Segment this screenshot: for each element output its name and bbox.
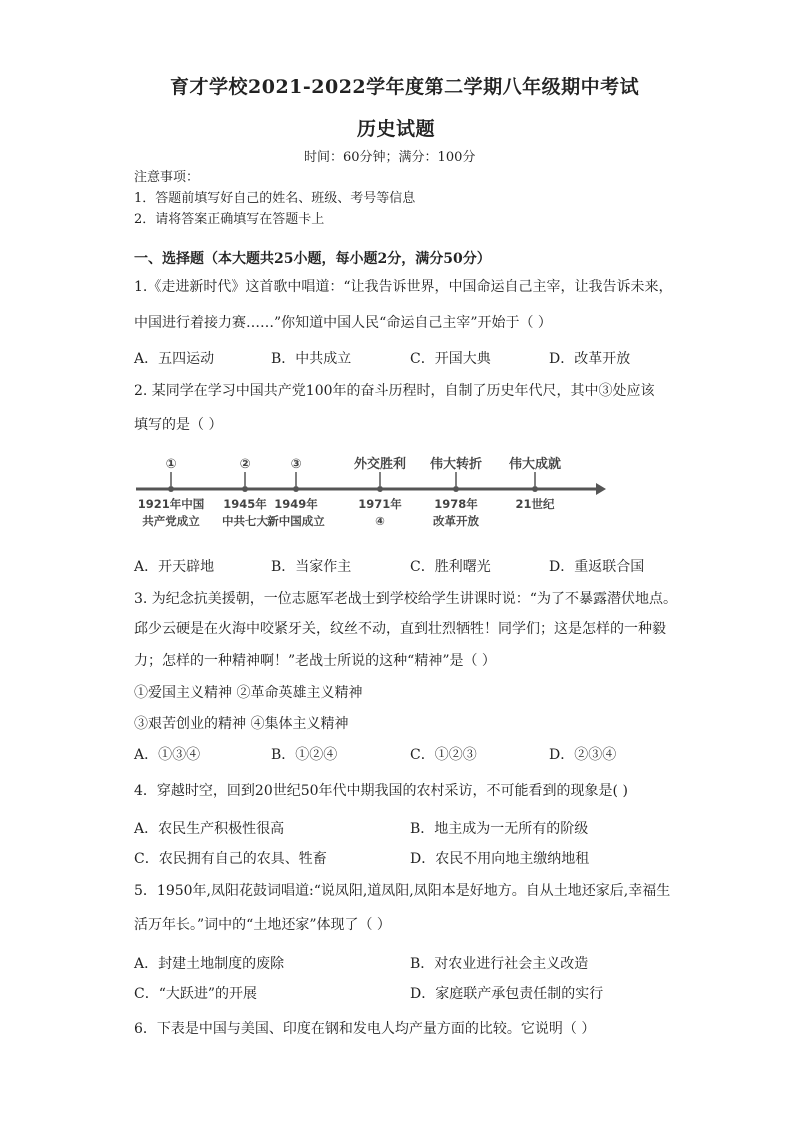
question-1-option-a[interactable]: A．五四运动	[134, 351, 215, 367]
timeline-bottom-label: 共产党成立	[142, 514, 200, 528]
question-2-option-c[interactable]: C．胜利曙光	[410, 559, 491, 575]
note-item: 2．请将答案正确填写在答题卡上	[134, 212, 325, 227]
question-1-option-d[interactable]: D．改革开放	[549, 351, 631, 367]
question-3-option-d[interactable]: D．②③④	[549, 747, 617, 763]
note-item: 1．答题前填写好自己的姓名、班级、考号等信息	[134, 191, 416, 206]
question-5-option-b[interactable]: B．对农业进行社会主义改造	[410, 956, 589, 972]
timeline-tick-1978	[453, 486, 459, 492]
question-3-option-b[interactable]: B．①②④	[271, 747, 338, 763]
exam-title: 育才学校2021-2022学年度第二学期八年级期中考试	[170, 76, 640, 98]
timeline-bottom-label: 1949年	[274, 497, 318, 511]
timeline-connectors	[171, 472, 535, 486]
question-3-item: ③艰苦创业的精神 ④集体主义精神	[134, 716, 349, 732]
question-4-option-b[interactable]: B．地主成为一无所有的阶级	[410, 821, 589, 837]
question-3-item: ①爱国主义精神 ②革命英雄主义精神	[134, 685, 363, 701]
timeline-bottom-label: 1978年	[434, 497, 478, 511]
timeline-arrowhead	[596, 483, 606, 495]
question-5-option-c[interactable]: C．“大跃进”的开展	[134, 986, 258, 1002]
timeline-bottom-label: 1945年	[223, 497, 267, 511]
question-1-option-c[interactable]: C．开国大典	[410, 351, 491, 367]
timeline-bottom-label: 新中国成立	[267, 514, 325, 528]
timeline-tick-1949	[293, 486, 299, 492]
timeline-top-label: ①	[165, 457, 177, 472]
question-3-line: 3. 为纪念抗美援朝，一位志愿军老战士到学校给学生讲课时说：“为了不暴露潜伏地点。	[134, 591, 677, 607]
question-1-option-b[interactable]: B．中共成立	[271, 351, 352, 367]
history-timeline	[134, 448, 610, 538]
question-1-line: 1.《走进新时代》这首歌中唱道：“让我告诉世界，中国命运自己主宰，让我告诉未来，	[134, 279, 673, 295]
question-2-option-b[interactable]: B．当家作主	[271, 559, 352, 575]
question-5-line: 5．1950年,凤阳花鼓词唱道:“说凤阳,道凤阳,凤阳本是好地方。自从土地还家后,幸福生	[134, 883, 671, 899]
timeline-tick-1971	[377, 486, 383, 492]
question-6-line: 6．下表是中国与美国、印度在钢和发电人均产量方面的比较。它说明（ ）	[134, 1021, 596, 1037]
question-3-line: 邱少云硬是在火海中咬紧牙关，纹丝不动，直到壮烈牺牲！同学们；这是怎样的一种毅	[134, 621, 666, 637]
question-3-line: 力；怎样的一种精神啊！”老战士所说的这种“精神”是（ ）	[134, 653, 496, 669]
question-1-line: 中国进行着接力赛……”你知道中国人民“命运自己主宰”开始于（ ）	[134, 315, 552, 331]
timeline-bottom-label: 1921年中国	[137, 497, 205, 511]
exam-subtitle: 历史试题	[357, 118, 436, 140]
question-4-option-a[interactable]: A．农民生产积极性很高	[134, 821, 285, 837]
section-heading: 一、选择题（本大题共25小题，每小题2分，满分50分）	[134, 251, 491, 267]
timeline-bottom-label: 中共七大	[222, 514, 268, 528]
question-5-line: 活万年长。”词中的“土地还家”体现了（ ）	[134, 917, 391, 933]
timeline-bottom-label: 21世纪	[515, 497, 555, 511]
question-2-option-a[interactable]: A．开天辟地	[134, 559, 215, 575]
timeline-top-label: 外交胜利	[353, 457, 407, 472]
question-5-option-d[interactable]: D．家庭联产承包责任制的实行	[410, 986, 604, 1002]
question-4-line: 4．穿越时空，回到20世纪50年代中期我国的农村采访，不可能看到的现象是( )	[134, 783, 628, 799]
timeline-tick-1921	[168, 486, 174, 492]
question-3-option-c[interactable]: C．①②③	[410, 747, 477, 763]
timeline-tick-21c	[532, 486, 538, 492]
question-2-option-d[interactable]: D．重返联合国	[549, 559, 645, 575]
time-info: 时间：60分钟；满分：100分	[304, 150, 476, 165]
timeline-top-label: 伟大成就	[508, 457, 562, 472]
question-2-line: 2. 某同学在学习中国共产党100年的奋斗历程时，自制了历史年代尺，其中③处应该	[134, 383, 655, 399]
question-5-option-a[interactable]: A．封建土地制度的废除	[134, 956, 285, 972]
question-2-line: 填写的是（ ）	[134, 417, 223, 433]
timeline-bottom-label: 1971年	[358, 497, 402, 511]
question-4-option-d[interactable]: D．农民不用向地主缴纳地租	[410, 851, 590, 867]
timeline-bottom-label: ④	[375, 514, 385, 528]
question-4-option-c[interactable]: C．农民拥有自己的农具、牲畜	[134, 851, 327, 867]
timeline-top-label: ②	[239, 457, 251, 472]
question-3-option-a[interactable]: A．①③④	[134, 747, 201, 763]
timeline-top-label: ③	[290, 457, 302, 472]
timeline-tick-1945	[242, 486, 248, 492]
notes-heading: 注意事项：	[134, 170, 200, 185]
timeline-top-label: 伟大转折	[429, 457, 483, 472]
timeline-bottom-label: 改革开放	[433, 514, 479, 528]
